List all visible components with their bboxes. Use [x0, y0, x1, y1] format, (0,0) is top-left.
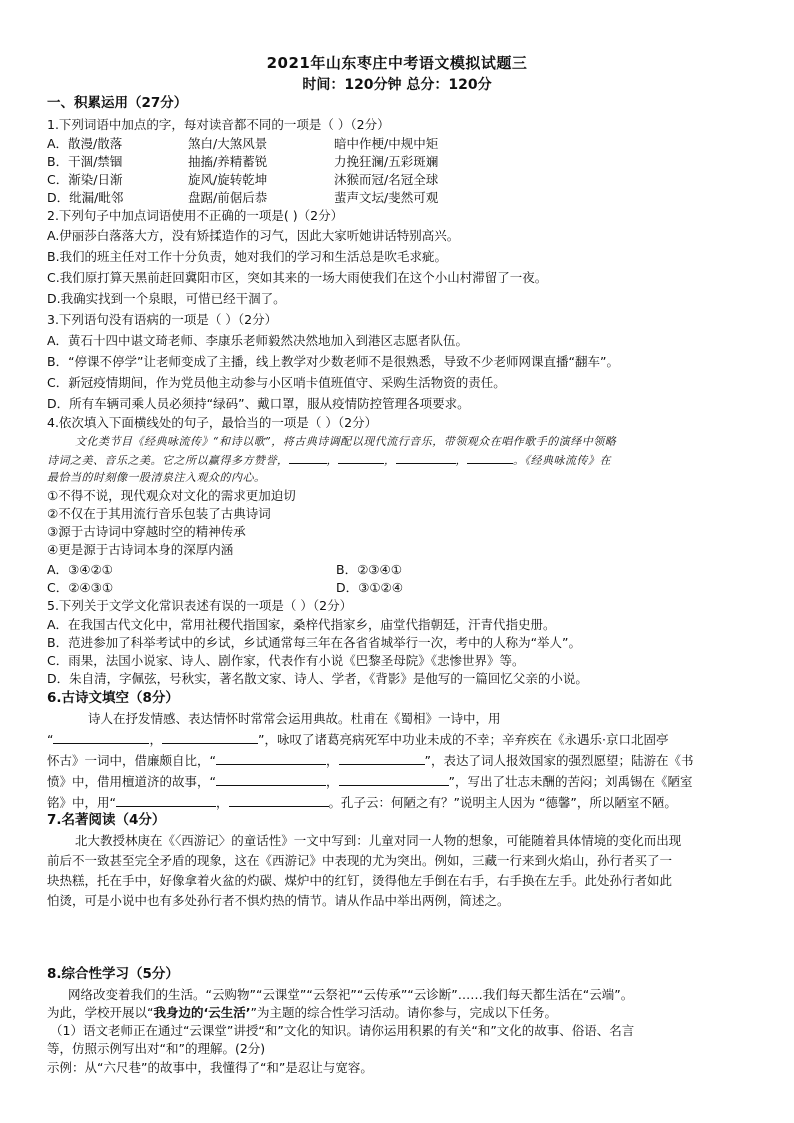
- q3-option-b: B．“停课不停学”让老师变成了主播，线上教学对少数老师不是很熟悉，导致不少老师网课直播“翻车”。: [47, 354, 619, 369]
- q4-choice-b: B．②③④①: [336, 562, 402, 577]
- question-4-stem: 4.依次填入下面横线处的句子，最恰当的一项是（ ）（2分）: [47, 415, 378, 430]
- q5-option-a: A．在我国古代文化中，常用社稷代指国家，桑梓代指家乡，庙堂代指朝廷，汗青代指史册。: [47, 617, 556, 632]
- q8-line-2: [47, 1004, 754, 1021]
- q6-blank-2[interactable]: [162, 731, 258, 744]
- q1-option-b-3: 力挽狂澜/五彩斑斓: [334, 154, 439, 169]
- q7-line-1: 北大教授林庚在《〈西游记〉的童话性》一文中写到：儿童对同一人物的想象，可能随着具体情境的变化而出现: [75, 833, 682, 848]
- q6-blank-7[interactable]: [116, 794, 216, 807]
- q1-option-c-1: C．渐染/日渐: [47, 172, 123, 187]
- q6-blank-1[interactable]: [53, 731, 149, 744]
- q6-line-3: [47, 752, 754, 769]
- q1-option-d-3: 蜚声文坛/斐然可观: [334, 190, 439, 205]
- q3-option-d: D．所有车辆司乘人员必须持“绿码”、戴口罩，服从疫情防控管理各项要求。: [47, 396, 470, 411]
- q4-item-3: ③源于古诗词中穿越时空的精神传承: [47, 524, 246, 539]
- q6-blank-5[interactable]: [216, 773, 326, 786]
- q4-choice-a: A．③④②①: [47, 562, 113, 577]
- q6-comma: ，: [325, 753, 339, 768]
- q6-text: 。孔子云：何陋之有？”说明主人因为 “德馨”，所以陋室不陋。: [328, 795, 677, 810]
- q6-text: ”，写出了壮志未酬的苦闷；刘禹锡在《陋室: [448, 774, 693, 789]
- q7-line-2: 前后不一致甚至完全矛盾的现象，这在《西游记》中表现的尤为突出。例如，三藏一行来到火焰山，孙行者买了一: [47, 853, 673, 868]
- q2-option-c: C.我们原打算天黑前赶回冀阳市区，突如其来的一场大雨使我们在这个小山村滞留了一夜。: [47, 270, 548, 285]
- question-8-heading: 8.综合性学习（5分）: [47, 966, 179, 982]
- q6-text: 铭》中，用“: [47, 795, 116, 810]
- q8-task-1: （1）语文老师正在通过“云课堂”讲授“和”文化的知识。请你运用积累的有关“和”文化的故事、俗语、名言: [50, 1023, 635, 1038]
- q8-text: 为此，学校开展以“: [47, 1005, 154, 1020]
- q8-theme: 我身边的‘云生活’: [153, 1005, 251, 1020]
- q6-text: ”，咏叹了诸葛亮病死军中功业未成的不幸；辛弃疾在《永遇乐·京口北固亭: [258, 732, 669, 747]
- q1-option-a-3: 暗中作梗/中规中矩: [334, 136, 439, 151]
- question-7-heading: 7.名著阅读（4分）: [47, 812, 166, 828]
- q1-option-d-1: D．纰漏/毗邻: [47, 190, 124, 205]
- q4-item-1: ①不得不说，现代观众对文化的需求更加迫切: [47, 488, 296, 503]
- q6-text: 怀古》一词中，借廉颇自比，“: [47, 753, 216, 768]
- q2-option-d: D.我确实找到一个泉眼，可惜已经干涸了。: [47, 291, 286, 306]
- q3-option-c: C．新冠疫情期间，作为党员他主动参与小区哨卡值班值守、采购生活物资的责任。: [47, 375, 506, 390]
- q6-text: 愤》中，借用檀道济的故事，“: [47, 774, 216, 789]
- q6-line-5: [47, 794, 754, 811]
- q4-comma: ，: [384, 454, 396, 467]
- q5-option-d: D．朱自清，字佩弦，号秋实，著名散文家、诗人、学者，《背影》是他写的一篇回忆父亲的小说。: [47, 671, 588, 686]
- q4-comma: ，: [326, 454, 338, 467]
- q8-line-1: 网络改变着我们的生活。“云购物”“云课堂”“云祭祀”“云传承”“云诊断”……我们每天都生活在“云端”。: [68, 987, 634, 1002]
- q5-option-b: B．范进参加了科举考试中的乡试，乡试通常每三年在各省省城举行一次，考中的人称为“举人”。: [47, 635, 582, 650]
- q4-passage-line-1: 文化类节目《经典咏流传》“和诗以歌”，将古典诗调配以现代流行音乐，带领观众在唱作歌手的演绎中领略: [75, 435, 617, 448]
- question-5-stem: 5.下列关于文学文化常识表述有误的一项是（ ）（2分）: [47, 598, 353, 613]
- q2-option-a: A.伊丽莎白落落大方，没有矫揉造作的习气，因此大家听她讲话特别高兴。: [47, 228, 460, 243]
- q4-blank-1[interactable]: [289, 451, 327, 464]
- q1-option-a-1: A．散漫/散落: [47, 136, 123, 151]
- q4-blank-4[interactable]: [467, 451, 513, 464]
- q6-text: ”，表达了词人报效国家的强烈愿望；陆游在《书: [424, 753, 694, 768]
- section-heading: 一、积累运用（27分）: [47, 95, 188, 111]
- question-6-heading: 6.古诗文填空（8分）: [47, 690, 179, 706]
- q4-passage-line-3: 最恰当的时刻像一股清泉注入观众的内心。: [47, 471, 266, 484]
- q1-option-c-2: 旋风/旋转乾坤: [188, 172, 268, 187]
- q4-blank-2[interactable]: [338, 451, 384, 464]
- q1-option-d-2: 盘踞/前倨后恭: [188, 190, 268, 205]
- q2-option-b: B.我们的班主任对工作十分负责，她对我们的学习和生活总是吹毛求疵。: [47, 249, 448, 264]
- q4-comma: ，: [455, 454, 467, 467]
- question-1-stem: 1.下列词语中加点的字，每对读音都不同的一项是（ ）（2分）: [47, 117, 390, 132]
- q6-line-4: [47, 773, 754, 790]
- q4-item-2: ②不仅在于其用流行音乐包装了古典诗词: [47, 506, 271, 521]
- exam-time-info: 时间：120分钟 总分：120分: [302, 77, 492, 93]
- q6-blank-8[interactable]: [229, 794, 329, 807]
- q4-choice-d: D．③①②④: [336, 580, 403, 595]
- q6-comma: ，: [215, 795, 229, 810]
- q4-passage-end: 。《经典咏流传》在: [513, 454, 611, 467]
- page-title: 2021年山东枣庄中考语文模拟试题三: [266, 54, 528, 72]
- q4-passage-text: 诗词之美、音乐之美。它之所以赢得多方赞誉，: [47, 454, 289, 467]
- q7-line-3: 块热糕，托在手中，好像拿着火盆的灼碳、煤炉中的红钉，烫得他左手倒在右手，右手换在左手。此处孙行者如此: [47, 873, 673, 888]
- q4-item-4: ④更是源于古诗词本身的深厚内涵: [47, 542, 234, 557]
- q6-quote-open: “: [47, 732, 54, 747]
- question-3-stem: 3.下列语句没有语病的一项是（ ）（2分）: [47, 312, 278, 327]
- q6-comma: ，: [325, 774, 339, 789]
- q5-option-c: C．雨果，法国小说家、诗人、剧作家，代表作有小说《巴黎圣母院》《悲惨世界》等。: [47, 653, 525, 668]
- q6-blank-6[interactable]: [339, 773, 449, 786]
- q1-option-a-2: 煞白/大煞风景: [188, 136, 268, 151]
- q6-blank-3[interactable]: [216, 752, 326, 765]
- q4-passage-line-2: [47, 451, 754, 469]
- question-2-stem: 2.下列句子中加点词语使用不正确的一项是( )（2分）: [47, 208, 344, 223]
- q1-option-c-3: 沐猴而冠/名冠全球: [334, 172, 439, 187]
- q8-example: 示例：从“六尺巷”的故事中，我懂得了“和”是忍让与宽容。: [47, 1060, 373, 1075]
- q1-option-b-1: B．干涸/禁锢: [47, 154, 123, 169]
- q8-text: ”为主题的综合性学习活动。请你参与，完成以下任务。: [250, 1005, 557, 1020]
- q7-line-4: 怕烫，可是小说中也有多处孙行者不惧灼热的情节。请从作品中举出两例，简述之。: [47, 893, 510, 908]
- q6-blank-4[interactable]: [339, 752, 425, 765]
- q3-option-a: A．黄石十四中谌文琦老师、李康乐老师毅然决然地加入到港区志愿者队伍。: [47, 333, 469, 348]
- q8-task-1-cont: 等，仿照示例写出对“和”的理解。(2分): [47, 1041, 266, 1056]
- q1-option-b-2: 抽搐/养精蓄锐: [188, 154, 268, 169]
- q4-blank-3[interactable]: [396, 451, 456, 464]
- q6-comma: ，: [149, 732, 162, 747]
- q6-line-2: [47, 731, 754, 748]
- q6-line-1: 诗人在抒发情感、表达情怀时常常会运用典故。杜甫在《蜀相》一诗中，用: [88, 711, 501, 726]
- q4-choice-c: C．②④③①: [47, 580, 114, 595]
